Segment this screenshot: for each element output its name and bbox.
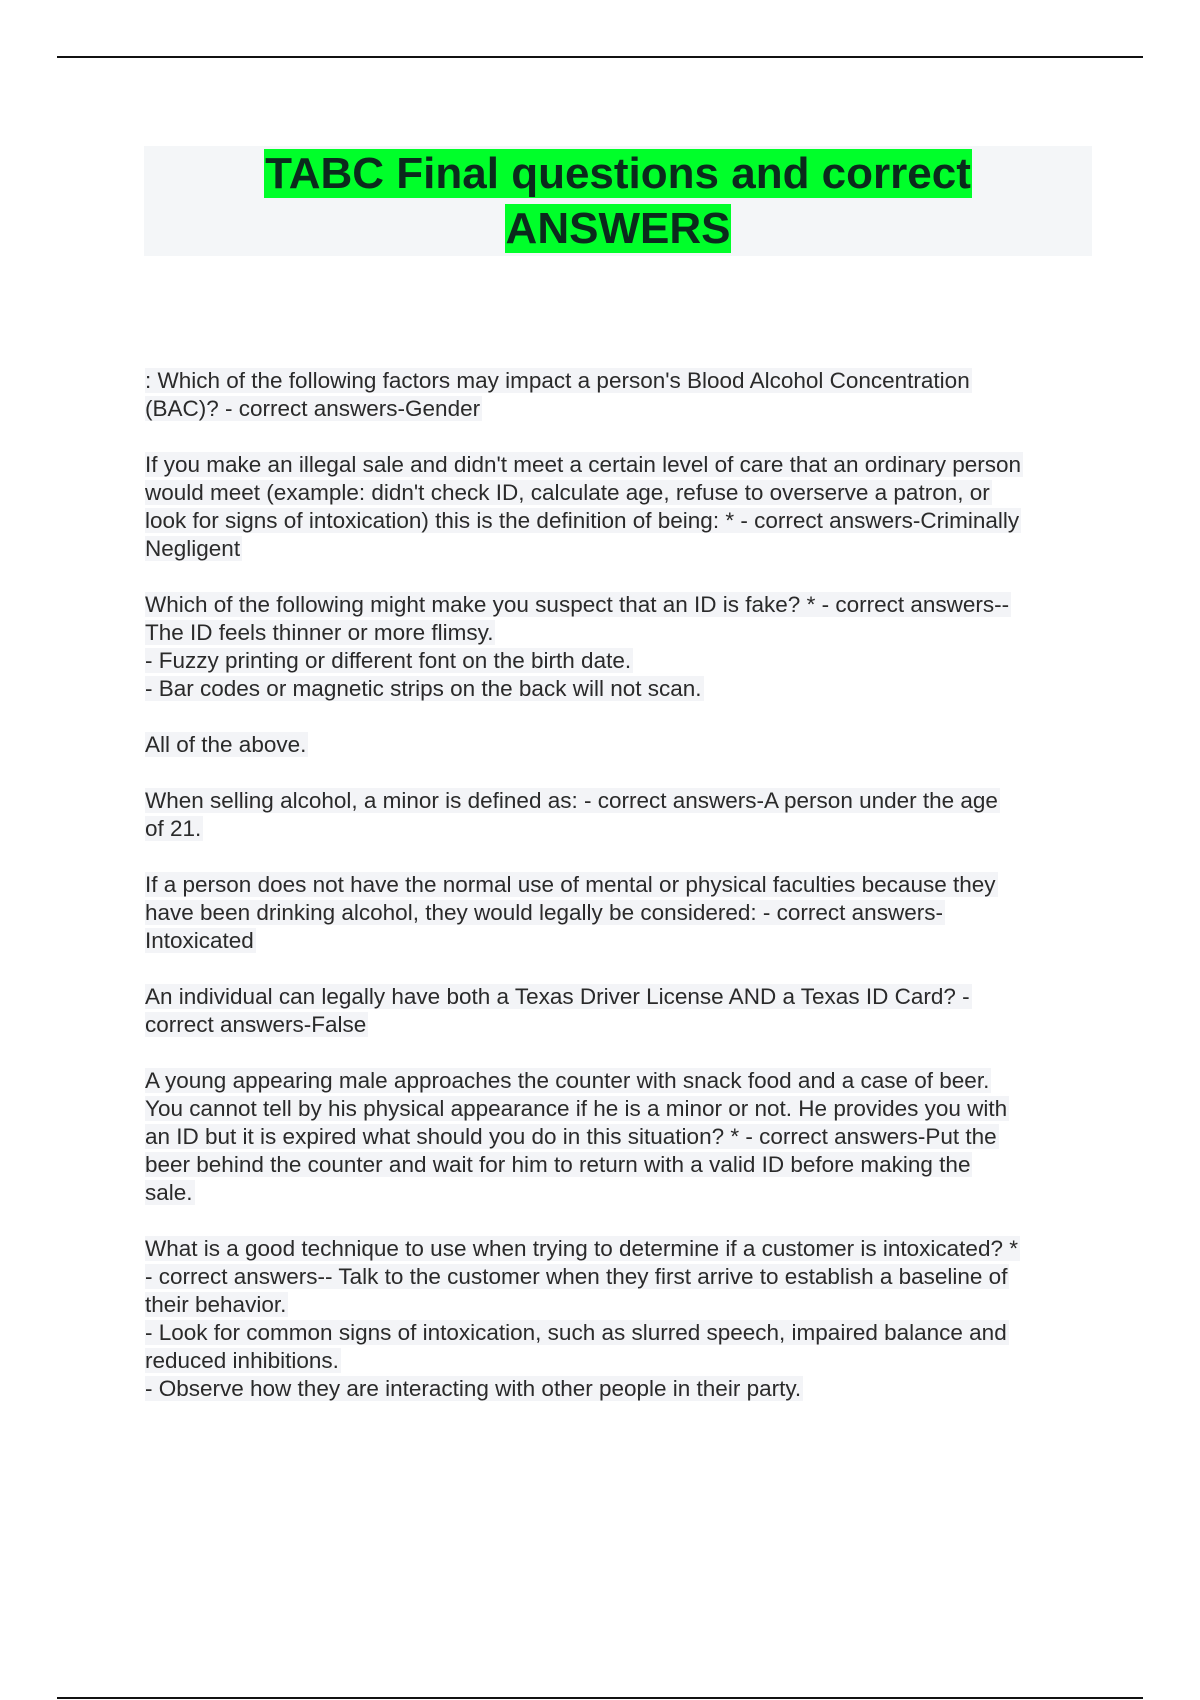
text-line xyxy=(145,983,1095,1011)
text-line xyxy=(145,591,1095,619)
text-span: Which of the following might make you suspect that an ID is fake? * - correct answers-- xyxy=(145,592,1010,617)
text-line xyxy=(145,1347,1095,1375)
text-line xyxy=(145,479,1095,507)
text-span: - Fuzzy printing or different font on the birth date. xyxy=(145,648,632,673)
text-line xyxy=(145,927,1095,955)
qa-content xyxy=(145,367,1095,1431)
text-span: You cannot tell by his physical appearance if he is a minor or not. He provides you with xyxy=(145,1096,1008,1121)
text-span: If you make an illegal sale and didn't meet a certain level of care that an ordinary person xyxy=(145,452,1022,477)
top-rule xyxy=(57,56,1143,58)
text-line xyxy=(145,1235,1095,1263)
text-span: would meet (example: didn't check ID, calculate age, refuse to overserve a patron, or xyxy=(145,480,990,505)
text-span: A young appearing male approaches the counter with snack food and a case of beer. xyxy=(145,1068,990,1093)
qa-block xyxy=(145,367,1095,423)
text-line xyxy=(145,1375,1095,1403)
text-span: Intoxicated xyxy=(145,928,254,953)
text-span: Negligent xyxy=(145,536,241,561)
bottom-rule xyxy=(57,1697,1143,1699)
text-span: reduced inhibitions. xyxy=(145,1348,339,1373)
text-line xyxy=(145,1011,1095,1039)
text-line xyxy=(145,535,1095,563)
text-line xyxy=(145,787,1095,815)
text-line xyxy=(145,647,1095,675)
text-span: All of the above. xyxy=(145,732,307,757)
text-span: If a person does not have the normal use of mental or physical faculties because they xyxy=(145,872,996,897)
text-span: beer behind the counter and wait for him to return with a valid ID before making the xyxy=(145,1152,971,1177)
title-box xyxy=(144,146,1092,256)
text-line xyxy=(145,1095,1095,1123)
text-line xyxy=(145,507,1095,535)
text-span: an ID but it is expired what should you do in this situation? * - correct answers-Put the xyxy=(145,1124,997,1149)
qa-block xyxy=(145,787,1095,843)
text-line xyxy=(145,451,1095,479)
text-span: of 21. xyxy=(145,816,202,841)
text-span: The ID feels thinner or more flimsy. xyxy=(145,620,494,645)
text-line xyxy=(145,1151,1095,1179)
text-span: - correct answers-- Talk to the customer when they first arrive to establish a baseline of xyxy=(145,1264,1008,1289)
text-span: An individual can legally have both a Texas Driver License AND a Texas ID Card? - xyxy=(145,984,970,1009)
title-line-2: ANSWERS xyxy=(505,204,731,253)
text-line xyxy=(145,367,1095,395)
text-line xyxy=(145,675,1095,703)
text-span: their behavior. xyxy=(145,1292,287,1317)
text-line xyxy=(145,1123,1095,1151)
text-span: sale. xyxy=(145,1180,193,1205)
text-line xyxy=(145,619,1095,647)
text-line xyxy=(145,899,1095,927)
qa-block xyxy=(145,451,1095,563)
text-span: - Observe how they are interacting with other people in their party. xyxy=(145,1376,802,1401)
text-span: What is a good technique to use when trying to determine if a customer is intoxicated? * xyxy=(145,1236,1018,1261)
title-line-1: TABC Final questions and correct xyxy=(265,149,971,198)
text-span: have been drinking alcohol, they would legally be considered: - correct answers- xyxy=(145,900,943,925)
page-title xyxy=(144,146,1092,256)
text-span: When selling alcohol, a minor is defined as: - correct answers-A person under the age xyxy=(145,788,998,813)
text-span: correct answers-False xyxy=(145,1012,367,1037)
qa-block xyxy=(145,731,1095,759)
text-span: : Which of the following factors may impact a person's Blood Alcohol Concentration xyxy=(145,368,970,393)
qa-block xyxy=(145,871,1095,955)
qa-block xyxy=(145,591,1095,703)
text-span: - Look for common signs of intoxication, such as slurred speech, impaired balance and xyxy=(145,1320,1007,1345)
qa-block xyxy=(145,1235,1095,1403)
text-span: look for signs of intoxication) this is the definition of being: * - correct answers-Criminally xyxy=(145,508,1020,533)
text-line xyxy=(145,871,1095,899)
qa-block xyxy=(145,1067,1095,1207)
text-line xyxy=(145,731,1095,759)
text-span: - Bar codes or magnetic strips on the back will not scan. xyxy=(145,676,702,701)
text-span: (BAC)? - correct answers-Gender xyxy=(145,396,481,421)
text-line xyxy=(145,1263,1095,1291)
text-line xyxy=(145,395,1095,423)
text-line xyxy=(145,1319,1095,1347)
text-line xyxy=(145,1291,1095,1319)
text-line xyxy=(145,815,1095,843)
text-line xyxy=(145,1067,1095,1095)
qa-block xyxy=(145,983,1095,1039)
text-line xyxy=(145,1179,1095,1207)
